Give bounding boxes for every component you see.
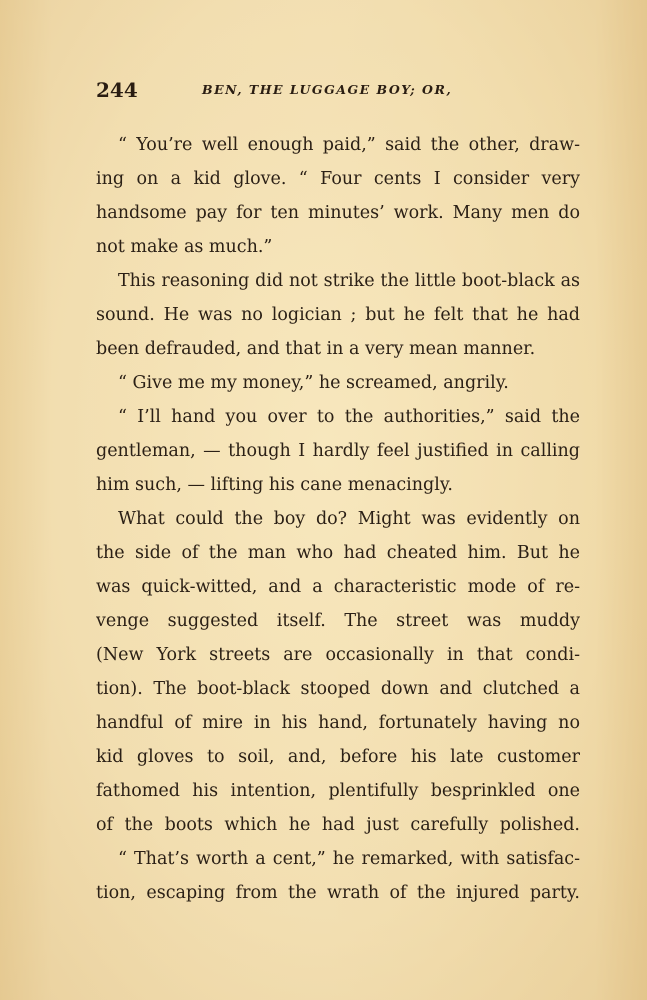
text-line: kid gloves to soil, and, before his late customer [96, 747, 580, 767]
text-line: tion). The boot-black stooped down and clutched a [96, 679, 580, 699]
text-line: “ You’re well enough paid,” said the other, draw- [118, 135, 580, 155]
text-line: This reasoning did not strike the little boot-black as [118, 271, 580, 291]
text-line: venge suggested itself. The street was muddy [96, 611, 580, 631]
text-line: handsome pay for ten minutes’ work. Many men do [96, 203, 580, 223]
text-line: sound. He was no logician ; but he felt that he had [96, 305, 580, 325]
text-line: was quick-witted, and a characteristic mode of re- [96, 577, 580, 597]
text-line: tion, escaping from the wrath of the injured party. [96, 883, 580, 903]
text-line: (New York streets are occasionally in that condi- [96, 645, 580, 665]
text-line: handful of mire in his hand, fortunately having no [96, 713, 580, 733]
text-line: What could the boy do? Might was evidently on [118, 509, 580, 529]
text-line: “ That’s worth a cent,” he remarked, with satisfac- [118, 849, 580, 869]
text-line: the side of the man who had cheated him. But he [96, 543, 580, 563]
text-line: fathomed his intention, plentifully besprinkled one [96, 781, 580, 801]
text-line: “ I’ll hand you over to the authorities,” said the [118, 407, 580, 427]
text-line: gentleman, — though I hardly feel justified in calling [96, 441, 580, 461]
text-line: been defrauded, and that in a very mean manner. [96, 339, 536, 359]
text-line: of the boots which he had just carefully polished. [96, 815, 580, 835]
text-line: ing on a kid glove. “ Four cents I consider very [96, 169, 580, 189]
text-line: not make as much.” [96, 237, 273, 257]
body-text [96, 128, 580, 910]
page-header [96, 78, 476, 104]
text-line: him such, — lifting his cane menacingly. [96, 475, 453, 495]
page-number: 244 [96, 78, 138, 102]
running-head: BEN, THE LUGGAGE BOY; OR, [202, 82, 453, 97]
text-line: “ Give me my money,” he screamed, angrily. [118, 373, 509, 393]
